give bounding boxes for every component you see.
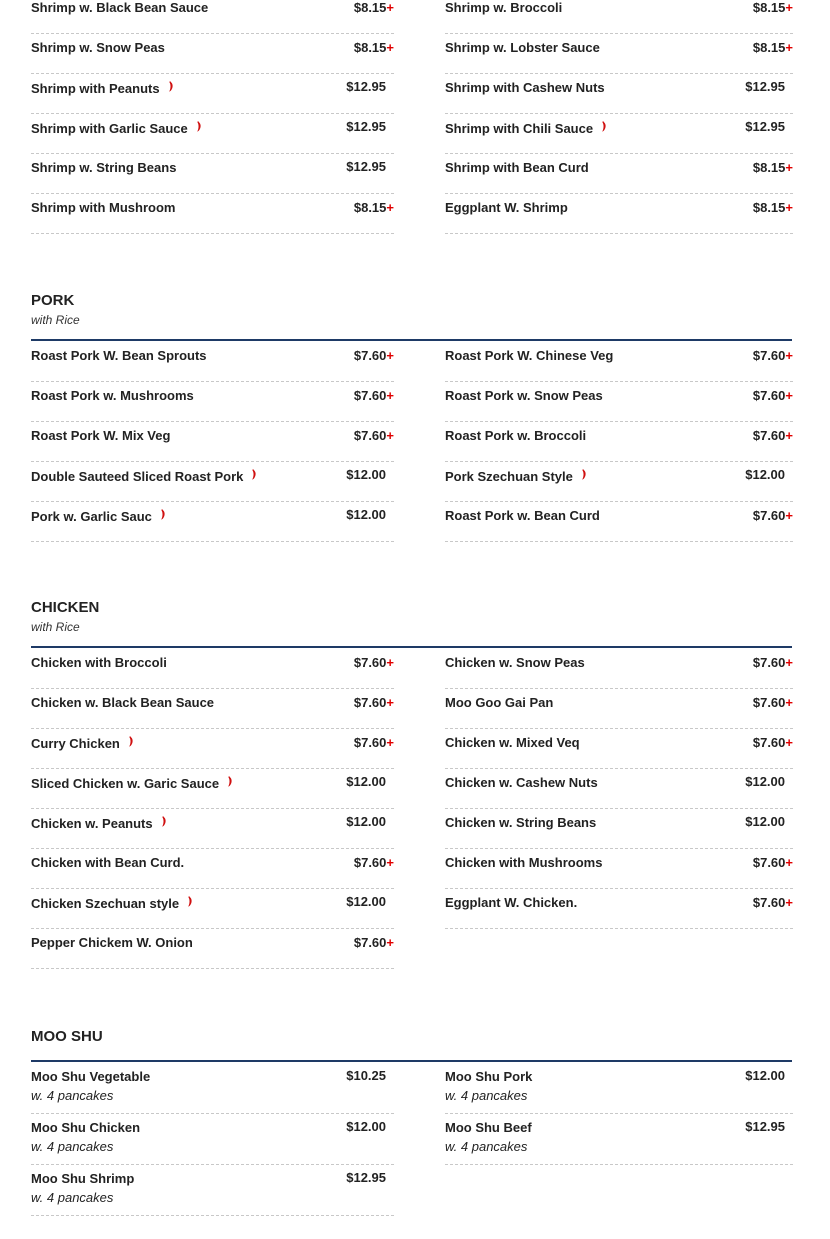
menu-item-price [354, 855, 394, 870]
price-plus-marker: + [785, 895, 793, 910]
menu-item-price [745, 467, 785, 482]
menu-item [31, 689, 394, 729]
menu-item-name-text: Shrimp w. String Beans [31, 160, 177, 175]
menu-item [445, 502, 793, 542]
chili-pepper-icon [168, 80, 174, 95]
shrimp-list-right [445, 0, 793, 234]
price-value: $12.95 [745, 79, 785, 94]
menu-item-name-text: Shrimp with Chili Sauce [445, 121, 594, 136]
chili-pepper-icon [161, 815, 167, 830]
price-value: $8.15 [353, 40, 387, 55]
menu-item [31, 342, 394, 382]
price-value: $12.95 [346, 119, 386, 134]
menu-item-price [346, 159, 386, 174]
menu-item-price [346, 1068, 386, 1083]
mooshu-list-right [445, 1063, 793, 1165]
price-plus-marker: + [785, 428, 793, 443]
menu-item-name [31, 775, 233, 791]
section-subtitle-chicken: with Rice [31, 620, 80, 634]
section-title-chicken: CHICKEN [31, 599, 100, 616]
price-value: $8.15 [752, 0, 786, 15]
price-plus-marker: + [386, 695, 394, 710]
price-plus-marker: + [386, 0, 394, 15]
price-value: $7.60 [353, 695, 387, 710]
menu-item [31, 809, 394, 849]
menu-item-name [31, 508, 166, 524]
menu-item-name-text: Pork Szechuan Style [445, 469, 573, 484]
menu-item-name [31, 468, 257, 484]
menu-item [31, 422, 394, 462]
menu-item-name-text: Pork w. Garlic Sauc [31, 509, 152, 524]
menu-item [31, 154, 394, 194]
menu-item-price [354, 40, 394, 55]
menu-item-price [753, 0, 793, 15]
chili-pepper-icon [227, 775, 233, 790]
price-plus-marker: + [785, 655, 793, 670]
price-value: $12.00 [346, 894, 386, 909]
menu-item [445, 849, 793, 889]
price-value: $7.60 [752, 735, 786, 750]
chicken-list-left [31, 649, 394, 969]
price-value: $7.60 [752, 388, 786, 403]
price-plus-marker: + [785, 855, 793, 870]
menu-item-name-text: Shrimp with Mushroom [31, 200, 176, 215]
menu-item-name-text: Roast Pork w. Bean Curd [445, 508, 600, 523]
menu-item-name-text: Roast Pork W. Chinese Veg [445, 348, 614, 363]
menu-item [445, 809, 793, 849]
price-plus-marker: + [386, 855, 394, 870]
price-plus-marker: + [785, 388, 793, 403]
menu-item-name-text: Chicken w. Mixed Veq [445, 735, 580, 750]
menu-item-description: w. 4 pancakes [445, 1139, 528, 1154]
price-value: $7.60 [752, 428, 786, 443]
price-plus-marker: + [386, 655, 394, 670]
menu-item-description: w. 4 pancakes [31, 1088, 114, 1103]
price-plus-marker: + [386, 935, 394, 950]
menu-item-description: w. 4 pancakes [31, 1139, 114, 1154]
menu-item-name [31, 655, 167, 670]
menu-item-name-text: Chicken Szechuan style [31, 896, 180, 911]
price-value: $7.60 [353, 855, 387, 870]
price-value: $12.00 [346, 774, 386, 789]
chili-pepper-icon [251, 468, 257, 483]
menu-item-price [354, 348, 394, 363]
menu-item-name [31, 895, 193, 911]
menu-item [31, 502, 394, 542]
menu-item-name [445, 80, 605, 95]
section-divider-chicken [31, 646, 792, 648]
menu-item-name-text: Chicken w. Black Bean Sauce [31, 695, 215, 710]
menu-item-name [445, 388, 603, 403]
menu-item-name [31, 80, 174, 96]
price-value: $12.00 [346, 507, 386, 522]
menu-item-price [745, 814, 785, 829]
menu-item-name [31, 1171, 134, 1186]
price-value: $10.25 [346, 1068, 386, 1083]
menu-item [31, 929, 394, 969]
price-value: $8.15 [752, 200, 786, 215]
menu-item-name-text: Moo Shu Beef [445, 1120, 532, 1135]
menu-item [31, 729, 394, 769]
menu-item-name [445, 735, 580, 750]
price-value: $12.95 [346, 1170, 386, 1185]
price-value: $12.95 [745, 1119, 785, 1134]
price-value: $12.00 [745, 814, 785, 829]
menu-item-price [346, 1170, 386, 1185]
menu-item-name-text: Roast Pork w. Mushrooms [31, 388, 194, 403]
price-plus-marker: + [386, 200, 394, 215]
price-value: $12.00 [745, 774, 785, 789]
price-value: $12.95 [346, 159, 386, 174]
price-value: $7.60 [353, 935, 387, 950]
price-plus-marker: + [386, 40, 394, 55]
menu-item-name [31, 348, 207, 363]
price-value: $8.15 [752, 40, 786, 55]
menu-item-name [445, 160, 589, 175]
price-value: $7.60 [353, 348, 387, 363]
price-plus-marker: + [386, 428, 394, 443]
menu-item-name [445, 695, 553, 710]
menu-item [445, 889, 793, 929]
menu-item-price [745, 79, 785, 94]
menu-item-name [445, 0, 562, 15]
menu-item-price [753, 735, 793, 750]
mooshu-list-left [31, 1063, 394, 1216]
menu-item-name-text: Chicken with Bean Curd. [31, 855, 185, 870]
menu-item-price [753, 388, 793, 403]
price-value: $8.15 [752, 160, 786, 175]
menu-item-name-text: Roast Pork w. Snow Peas [445, 388, 603, 403]
menu-item-name-text: Shrimp w. Snow Peas [31, 40, 165, 55]
section-divider-mooshu [31, 1060, 792, 1062]
menu-item [31, 382, 394, 422]
menu-item [31, 0, 394, 34]
menu-item-price [354, 935, 394, 950]
menu-item-name [445, 815, 596, 830]
menu-item-name-text: Moo Shu Chicken [31, 1120, 141, 1135]
price-value: $12.00 [346, 1119, 386, 1134]
price-value: $7.60 [752, 855, 786, 870]
menu-item-name-text: Shrimp with Garlic Sauce [31, 121, 188, 136]
menu-item-name [445, 508, 600, 523]
menu-item-name [445, 1069, 532, 1084]
menu-item-name [31, 388, 194, 403]
pork-list-left [31, 342, 394, 542]
menu-item [445, 74, 793, 114]
menu-item [445, 0, 793, 34]
section-title-mooshu: MOO SHU [31, 1028, 103, 1045]
price-plus-marker: + [785, 200, 793, 215]
menu-item-name [445, 1120, 532, 1135]
menu-item-name [31, 1069, 150, 1084]
menu-item [31, 1063, 394, 1114]
menu-item-name [445, 120, 607, 136]
section-subtitle-pork: with Rice [31, 313, 80, 327]
price-plus-marker: + [785, 695, 793, 710]
price-plus-marker: + [785, 40, 793, 55]
menu-item-name [445, 775, 598, 790]
menu-item [31, 34, 394, 74]
menu-item-name-text: Chicken with Broccoli [31, 655, 167, 670]
menu-item-name-text: Shrimp w. Broccoli [445, 0, 563, 15]
price-value: $7.60 [353, 655, 387, 670]
menu-item-price [354, 200, 394, 215]
menu-item [445, 1063, 793, 1114]
menu-item-name [445, 855, 602, 870]
menu-item-name-text: Curry Chicken [31, 736, 120, 751]
menu-item-price [346, 814, 386, 829]
menu-item [31, 1114, 394, 1165]
menu-item-price [753, 200, 793, 215]
menu-item [445, 342, 793, 382]
price-value: $12.95 [346, 79, 386, 94]
menu-item-price [745, 1068, 785, 1083]
menu-item-name [31, 855, 184, 870]
menu-item-price [354, 655, 394, 670]
menu-item-name-text: Chicken w. Snow Peas [445, 655, 585, 670]
menu-item-name [445, 895, 577, 910]
price-plus-marker: + [386, 388, 394, 403]
menu-item-price [745, 774, 785, 789]
price-value: $7.60 [752, 895, 786, 910]
section-title-pork: PORK [31, 292, 75, 309]
menu-item-name [31, 160, 176, 175]
menu-item-name [31, 200, 175, 215]
price-plus-marker: + [785, 508, 793, 523]
menu-item-price [753, 428, 793, 443]
menu-item-price [753, 40, 793, 55]
menu-item-name-text: Eggplant W. Chicken. [445, 895, 578, 910]
menu-item [445, 729, 793, 769]
price-value: $7.60 [353, 428, 387, 443]
menu-item-name-text: Moo Shu Shrimp [31, 1171, 135, 1186]
menu-item [31, 649, 394, 689]
price-plus-marker: + [785, 348, 793, 363]
menu-item-price [753, 508, 793, 523]
price-value: $7.60 [752, 348, 786, 363]
menu-item-name-text: Moo Shu Vegetable [31, 1069, 151, 1084]
chili-pepper-icon [160, 508, 166, 523]
menu-item [445, 1114, 793, 1165]
menu-item-name-text: Moo Goo Gai Pan [445, 695, 554, 710]
menu-item-price [354, 428, 394, 443]
menu-item-name [445, 655, 585, 670]
menu-item-name-text: Roast Pork W. Mix Veg [31, 428, 171, 443]
price-value: $7.60 [752, 655, 786, 670]
price-value: $7.60 [353, 735, 387, 750]
price-value: $12.00 [346, 467, 386, 482]
menu-item-price [745, 119, 785, 134]
menu-item [445, 114, 793, 154]
menu-item-name [445, 428, 586, 443]
chili-pepper-icon [196, 120, 202, 135]
price-value: $7.60 [353, 388, 387, 403]
menu-item-name-text: Sliced Chicken w. Garic Sauce [31, 776, 220, 791]
menu-item-name [445, 200, 568, 215]
price-value: $12.00 [346, 814, 386, 829]
menu-item [31, 194, 394, 234]
menu-item [31, 1165, 394, 1216]
menu-item-name [31, 40, 165, 55]
menu-item-name [31, 815, 167, 831]
menu-item-description: w. 4 pancakes [31, 1190, 114, 1205]
menu-item-price [753, 655, 793, 670]
menu-item-name-text: Double Sauteed Sliced Roast Pork [31, 469, 244, 484]
menu-item-name [31, 1120, 140, 1135]
menu-item [445, 462, 793, 502]
pork-list-right [445, 342, 793, 542]
chili-pepper-icon [601, 120, 607, 135]
menu-item-price [753, 348, 793, 363]
menu-item-name-text: Chicken w. String Beans [445, 815, 597, 830]
price-value: $12.95 [745, 119, 785, 134]
menu-item-price [346, 774, 386, 789]
menu-item-price [753, 695, 793, 710]
menu-item-price [346, 894, 386, 909]
menu-item [31, 74, 394, 114]
menu-item-price [346, 119, 386, 134]
chili-pepper-icon [187, 895, 193, 910]
menu-item [445, 649, 793, 689]
menu-item [31, 462, 394, 502]
menu-item [31, 114, 394, 154]
menu-item-name-text: Chicken with Mushrooms [445, 855, 603, 870]
price-value: $7.60 [752, 695, 786, 710]
chili-pepper-icon [128, 735, 134, 750]
menu-item [31, 889, 394, 929]
menu-item [445, 194, 793, 234]
menu-item-name-text: Roast Pork W. Bean Sprouts [31, 348, 207, 363]
menu-item-name [445, 40, 600, 55]
chicken-list-right [445, 649, 793, 929]
menu-item-price [753, 895, 793, 910]
menu-item [31, 769, 394, 809]
menu-item-name [31, 428, 170, 443]
price-value: $12.00 [745, 467, 785, 482]
menu-item-price [346, 467, 386, 482]
menu-item-price [354, 388, 394, 403]
menu-item [445, 34, 793, 74]
menu-item-price [753, 160, 793, 175]
menu-item-name [31, 935, 193, 950]
menu-item-name-text: Roast Pork w. Broccoli [445, 428, 587, 443]
menu-item-name [445, 468, 587, 484]
chili-pepper-icon [581, 468, 587, 483]
menu-item-name-text: Chicken w. Cashew Nuts [445, 775, 598, 790]
price-plus-marker: + [785, 160, 793, 175]
menu-item [445, 422, 793, 462]
menu-item-price [346, 79, 386, 94]
price-plus-marker: + [386, 735, 394, 750]
shrimp-list-left [31, 0, 394, 234]
price-value: $8.15 [353, 200, 387, 215]
price-plus-marker: + [785, 0, 793, 15]
menu-item-name-text: Shrimp with Cashew Nuts [445, 80, 605, 95]
menu-item-name-text: Pepper Chickem W. Onion [31, 935, 193, 950]
price-plus-marker: + [386, 348, 394, 363]
menu-item-price [354, 0, 394, 15]
menu-item-price [354, 695, 394, 710]
menu-item-name [31, 0, 208, 15]
menu-item-description: w. 4 pancakes [445, 1088, 528, 1103]
menu-item [445, 769, 793, 809]
menu-item [31, 849, 394, 889]
menu-item [445, 154, 793, 194]
section-divider-pork [31, 339, 792, 341]
menu-item-name-text: Moo Shu Pork [445, 1069, 533, 1084]
menu-item-price [745, 1119, 785, 1134]
menu-item-name [445, 348, 613, 363]
menu-item-name-text: Shrimp with Bean Curd [445, 160, 589, 175]
menu-item-name [31, 735, 134, 751]
menu-item [445, 689, 793, 729]
price-value: $8.15 [353, 0, 387, 15]
price-value: $12.00 [745, 1068, 785, 1083]
menu-item-price [346, 507, 386, 522]
menu-item-price [346, 1119, 386, 1134]
menu-item-name-text: Shrimp w. Black Bean Sauce [31, 0, 209, 15]
menu-item-name-text: Eggplant W. Shrimp [445, 200, 568, 215]
menu-item-name-text: Chicken w. Peanuts [31, 816, 153, 831]
menu-item-price [354, 735, 394, 750]
menu-item-name [31, 695, 214, 710]
price-value: $7.60 [752, 508, 786, 523]
menu-item-name [31, 120, 202, 136]
menu-item-price [753, 855, 793, 870]
menu-item-name-text: Shrimp w. Lobster Sauce [445, 40, 600, 55]
menu-item [445, 382, 793, 422]
menu-item-name-text: Shrimp with Peanuts [31, 81, 160, 96]
price-plus-marker: + [785, 735, 793, 750]
